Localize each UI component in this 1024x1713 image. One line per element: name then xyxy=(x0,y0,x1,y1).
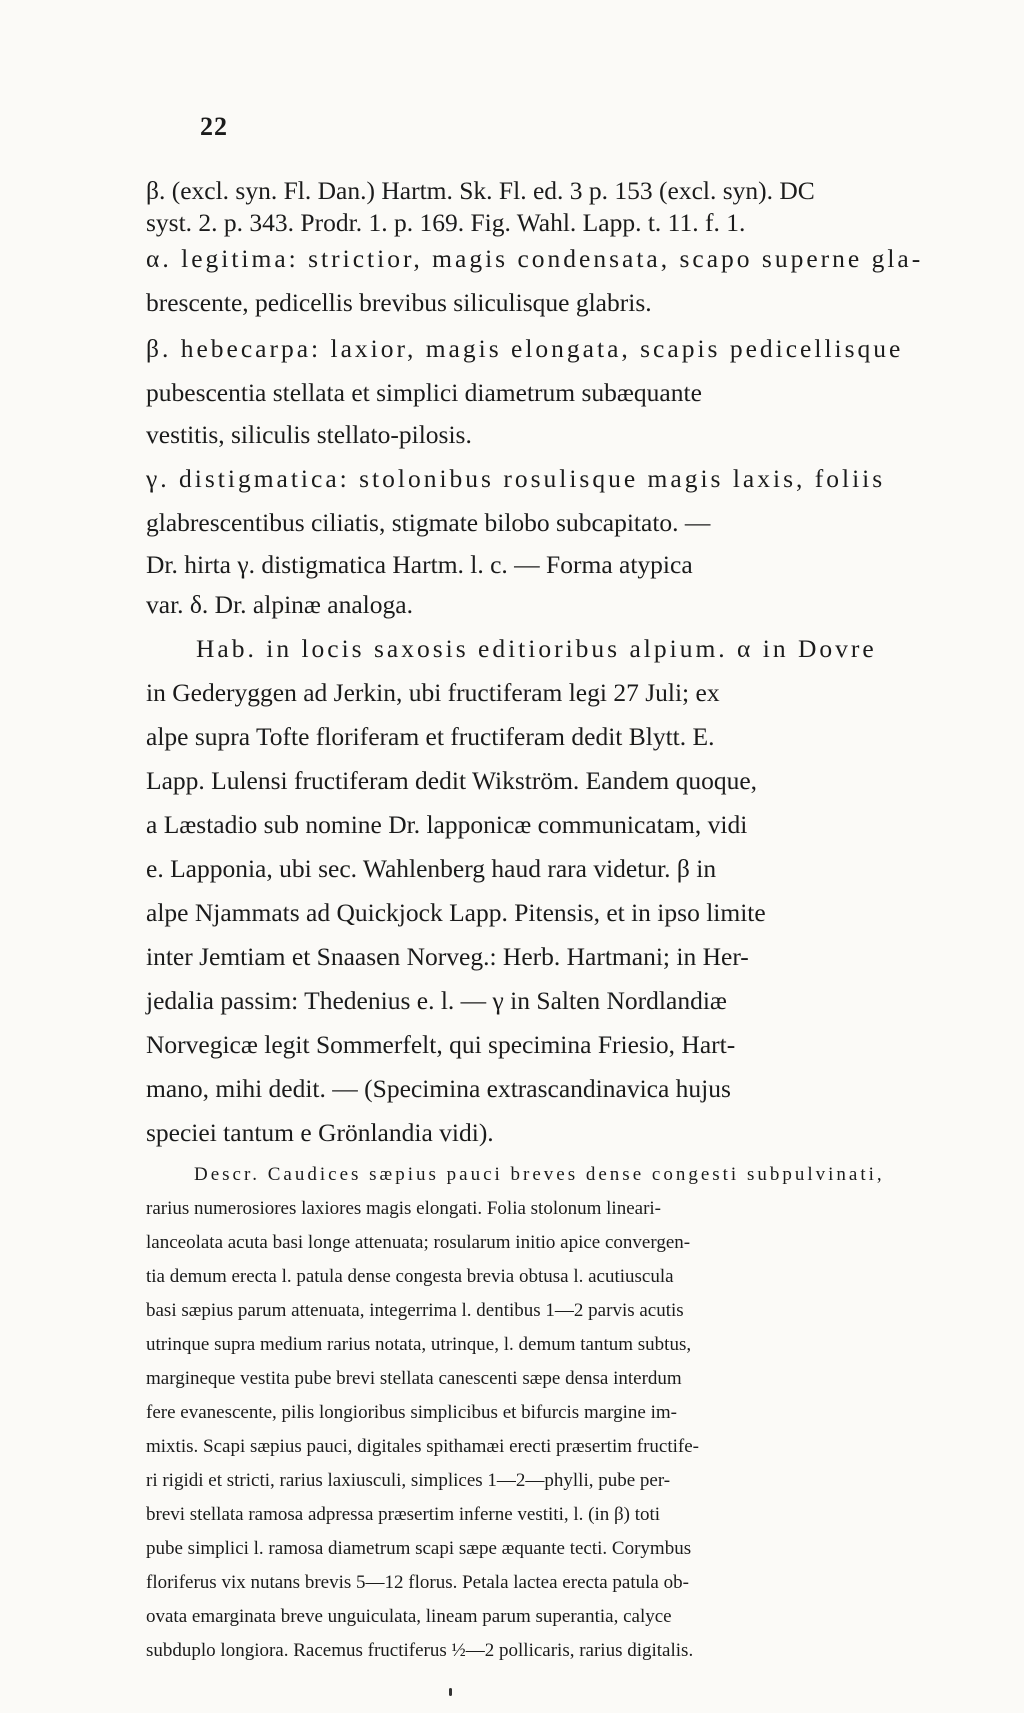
text-line: rarius numerosiores laxiores magis elongati. Folia stolonum lineari- xyxy=(146,1198,662,1219)
text-line: var. δ. Dr. alpinæ analoga. xyxy=(146,590,413,619)
text-line: brescente, pedicellis brevibus siliculisque glabris. xyxy=(146,288,652,317)
print-speck xyxy=(449,1688,452,1696)
text-line: pubescentia stellata et simplici diametrum subæquante xyxy=(146,378,702,407)
text-line: basi sæpius parum attenuata, integerrima l. dentibus 1—2 parvis acutis xyxy=(146,1300,684,1321)
text-line: Descr. Caudices sæpius pauci breves dense congesti subpulvinati, xyxy=(194,1164,885,1185)
text-line: inter Jemtiam et Snaasen Norveg.: Herb. Hartmani; in Her- xyxy=(146,942,749,971)
text-line: margineque vestita pube brevi stellata canescenti sæpe densa interdum xyxy=(146,1368,682,1389)
text-line: brevi stellata ramosa adpressa præsertim inferne vestiti, l. (in β) toti xyxy=(146,1504,661,1525)
text-line: mixtis. Scapi sæpius pauci, digitales spithamæi erecti præsertim fructife- xyxy=(146,1436,700,1457)
text-line: ovata emarginata breve unguiculata, lineam parum superantia, calyce xyxy=(146,1606,672,1627)
text-line: alpe supra Tofte floriferam et fructiferam dedit Blytt. E. xyxy=(146,722,715,751)
text-line: glabrescentibus ciliatis, stigmate bilobo subcapitato. — xyxy=(146,508,711,537)
text-line: alpe Njammats ad Quickjock Lapp. Pitensis, et in ipso limite xyxy=(146,898,766,927)
text-line: in Gederyggen ad Jerkin, ubi fructiferam legi 27 Juli; ex xyxy=(146,678,720,707)
text-line: ri rigidi et stricti, rarius laxiusculi, simplices 1—2—phylli, pube per- xyxy=(146,1470,671,1491)
text-line: subduplo longiora. Racemus fructiferus ½—2 pollicaris, rarius digitalis. xyxy=(146,1640,694,1661)
text-line: β. (excl. syn. Fl. Dan.) Hartm. Sk. Fl. ed. 3 p. 153 (excl. syn). DC xyxy=(146,176,815,205)
text-line: speciei tantum e Grönlandia vidi). xyxy=(146,1118,494,1147)
text-line: β. hebecarpa: laxior, magis elongata, scapis pedicellisque xyxy=(146,334,904,363)
text-line: mano, mihi dedit. — (Specimina extrascandinavica hujus xyxy=(146,1074,731,1103)
text-line: Hab. in locis saxosis editioribus alpium. α in Dovre xyxy=(196,634,877,663)
text-line: tia demum erecta l. patula dense congesta brevia obtusa l. acutiuscula xyxy=(146,1266,674,1287)
text-line: pube simplici l. ramosa diametrum scapi sæpe æquante tecti. Corymbus xyxy=(146,1538,692,1559)
text-line: Norvegicæ legit Sommerfelt, qui specimina Friesio, Hart- xyxy=(146,1030,736,1059)
text-line: a Læstadio sub nomine Dr. lapponicæ communicatam, vidi xyxy=(146,810,748,839)
text-line: jedalia passim: Thedenius e. l. — γ in Salten Nordlandiæ xyxy=(146,986,727,1015)
text-line: Lapp. Lulensi fructiferam dedit Wikström. Eandem quoque, xyxy=(146,766,758,795)
text-line: Dr. hirta γ. distigmatica Hartm. l. c. — Forma atypica xyxy=(146,550,693,579)
page-number: 22 xyxy=(200,112,228,141)
text-line: floriferus vix nutans brevis 5—12 florus. Petala lactea erecta patula ob- xyxy=(146,1572,689,1593)
text-line: fere evanescente, pilis longioribus simplicibus et bifurcis margine im- xyxy=(146,1402,677,1423)
text-line: vestitis, siliculis stellato-pilosis. xyxy=(146,420,472,449)
text-line: α. legitima: strictior, magis condensata, scapo superne gla- xyxy=(146,244,924,273)
text-line: γ. distigmatica: stolonibus rosulisque magis laxis, foliis xyxy=(146,464,886,493)
text-line: lanceolata acuta basi longe attenuata; rosularum initio apice convergen- xyxy=(146,1232,691,1253)
text-line: syst. 2. p. 343. Prodr. 1. p. 169. Fig. Wahl. Lapp. t. 11. f. 1. xyxy=(146,208,746,237)
text-line: utrinque supra medium rarius notata, utrinque, l. demum tantum subtus, xyxy=(146,1334,692,1355)
text-line: e. Lapponia, ubi sec. Wahlenberg haud rara videtur. β in xyxy=(146,854,717,883)
